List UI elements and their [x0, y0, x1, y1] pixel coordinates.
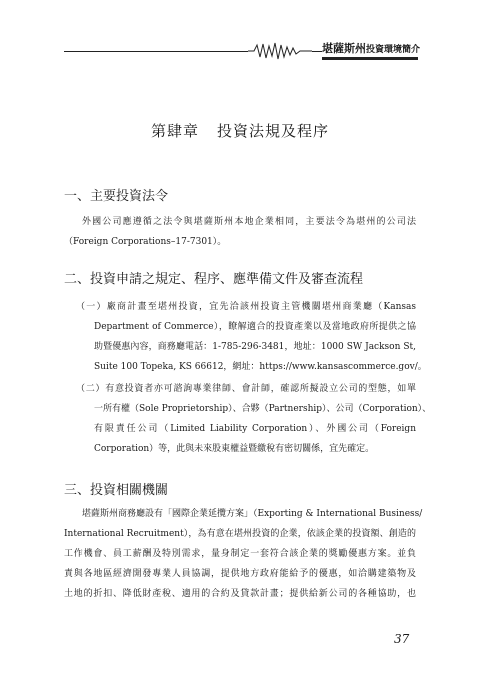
header-rule-right [312, 51, 322, 52]
section-2-item-1 [64, 297, 427, 377]
paragraph-line: 外國公司應遵循之法令與堪薩斯州本地企業相同，主要法令為堪州的公司法 [82, 217, 416, 227]
page-number: 37 [394, 632, 410, 646]
chapter-name: 投資法規及程序 [217, 122, 330, 140]
running-title-sub: 投資環境簡介 [366, 45, 421, 55]
running-title-main: 堪薩斯州 [322, 42, 366, 55]
paragraph-line: 土地的折扣、降低財產稅、適用的合約及貸款計畫；提供給新公司的各種協助，也 [64, 589, 416, 599]
paragraph-line: （Foreign Corporations–17-7301）。 [64, 237, 227, 247]
paragraph-line: 堪薩斯州商務廳設有「國際企業延攬方案」（Exporting & International Business/ [82, 509, 423, 519]
paragraph-line: 工作機會、員工薪酬及特別需求，量身制定一套符合該企業的獎勵優惠方案。並負 [64, 549, 416, 559]
section-3-paragraph [64, 504, 423, 604]
paragraph-line: Corporation）等，此與未來股東權益暨繳稅有密切關係，宜先確定。 [94, 444, 375, 454]
paragraph-line: Department of Commerce），瞭解適合的投資產業以及當地政府所提供之協 [94, 322, 416, 332]
paragraph-line: International Recruitment），為有意在堪州投資的企業，依該企業的投資額、創造的 [64, 529, 416, 539]
section-heading-1: 一、主要投資法令 [64, 189, 169, 204]
header-rule [64, 51, 248, 52]
paragraph-line: 助暨優惠內容，商務廳電話：1-785-296-3481，地址：1000 SW Jackson St, [94, 342, 416, 352]
section-2-item-2 [64, 379, 432, 459]
paragraph-line: （一）廠商計畫至堪州投資，宜先洽該州投資主管機關堪州商業廳（Kansas [76, 302, 416, 312]
running-title [322, 42, 421, 60]
chapter-title [0, 120, 480, 141]
paragraph-line: 一所有權（Sole Proprietorship）、合夥（Partnership）、公司（Corporation）、 [94, 404, 432, 414]
paragraph-line: （二）有意投資者亦可諮詢專業律師、會計師，確認所擬設立公司的型態，如單 [76, 384, 416, 394]
paragraph-line: 有限責任公司（Limited Liability Corporation）、外國公司（Foreign [94, 424, 416, 434]
section-heading-3: 三、投資相關機關 [64, 483, 169, 498]
section-1-paragraph [64, 212, 416, 252]
heartbeat-wave-icon [248, 42, 312, 60]
paragraph-line: Suite 100 Topeka, KS 66612，網址：https://www.kansascommerce.gov/。 [94, 362, 427, 372]
paragraph-line: 責與各地區經濟開發專業人員協調，提供地方政府能給予的優惠，如洽購建築物及 [64, 569, 416, 579]
running-header [64, 40, 421, 60]
chapter-number: 第肆章 [150, 122, 199, 140]
section-heading-2: 二、投資申請之規定、程序、應準備文件及審查流程 [64, 272, 364, 287]
